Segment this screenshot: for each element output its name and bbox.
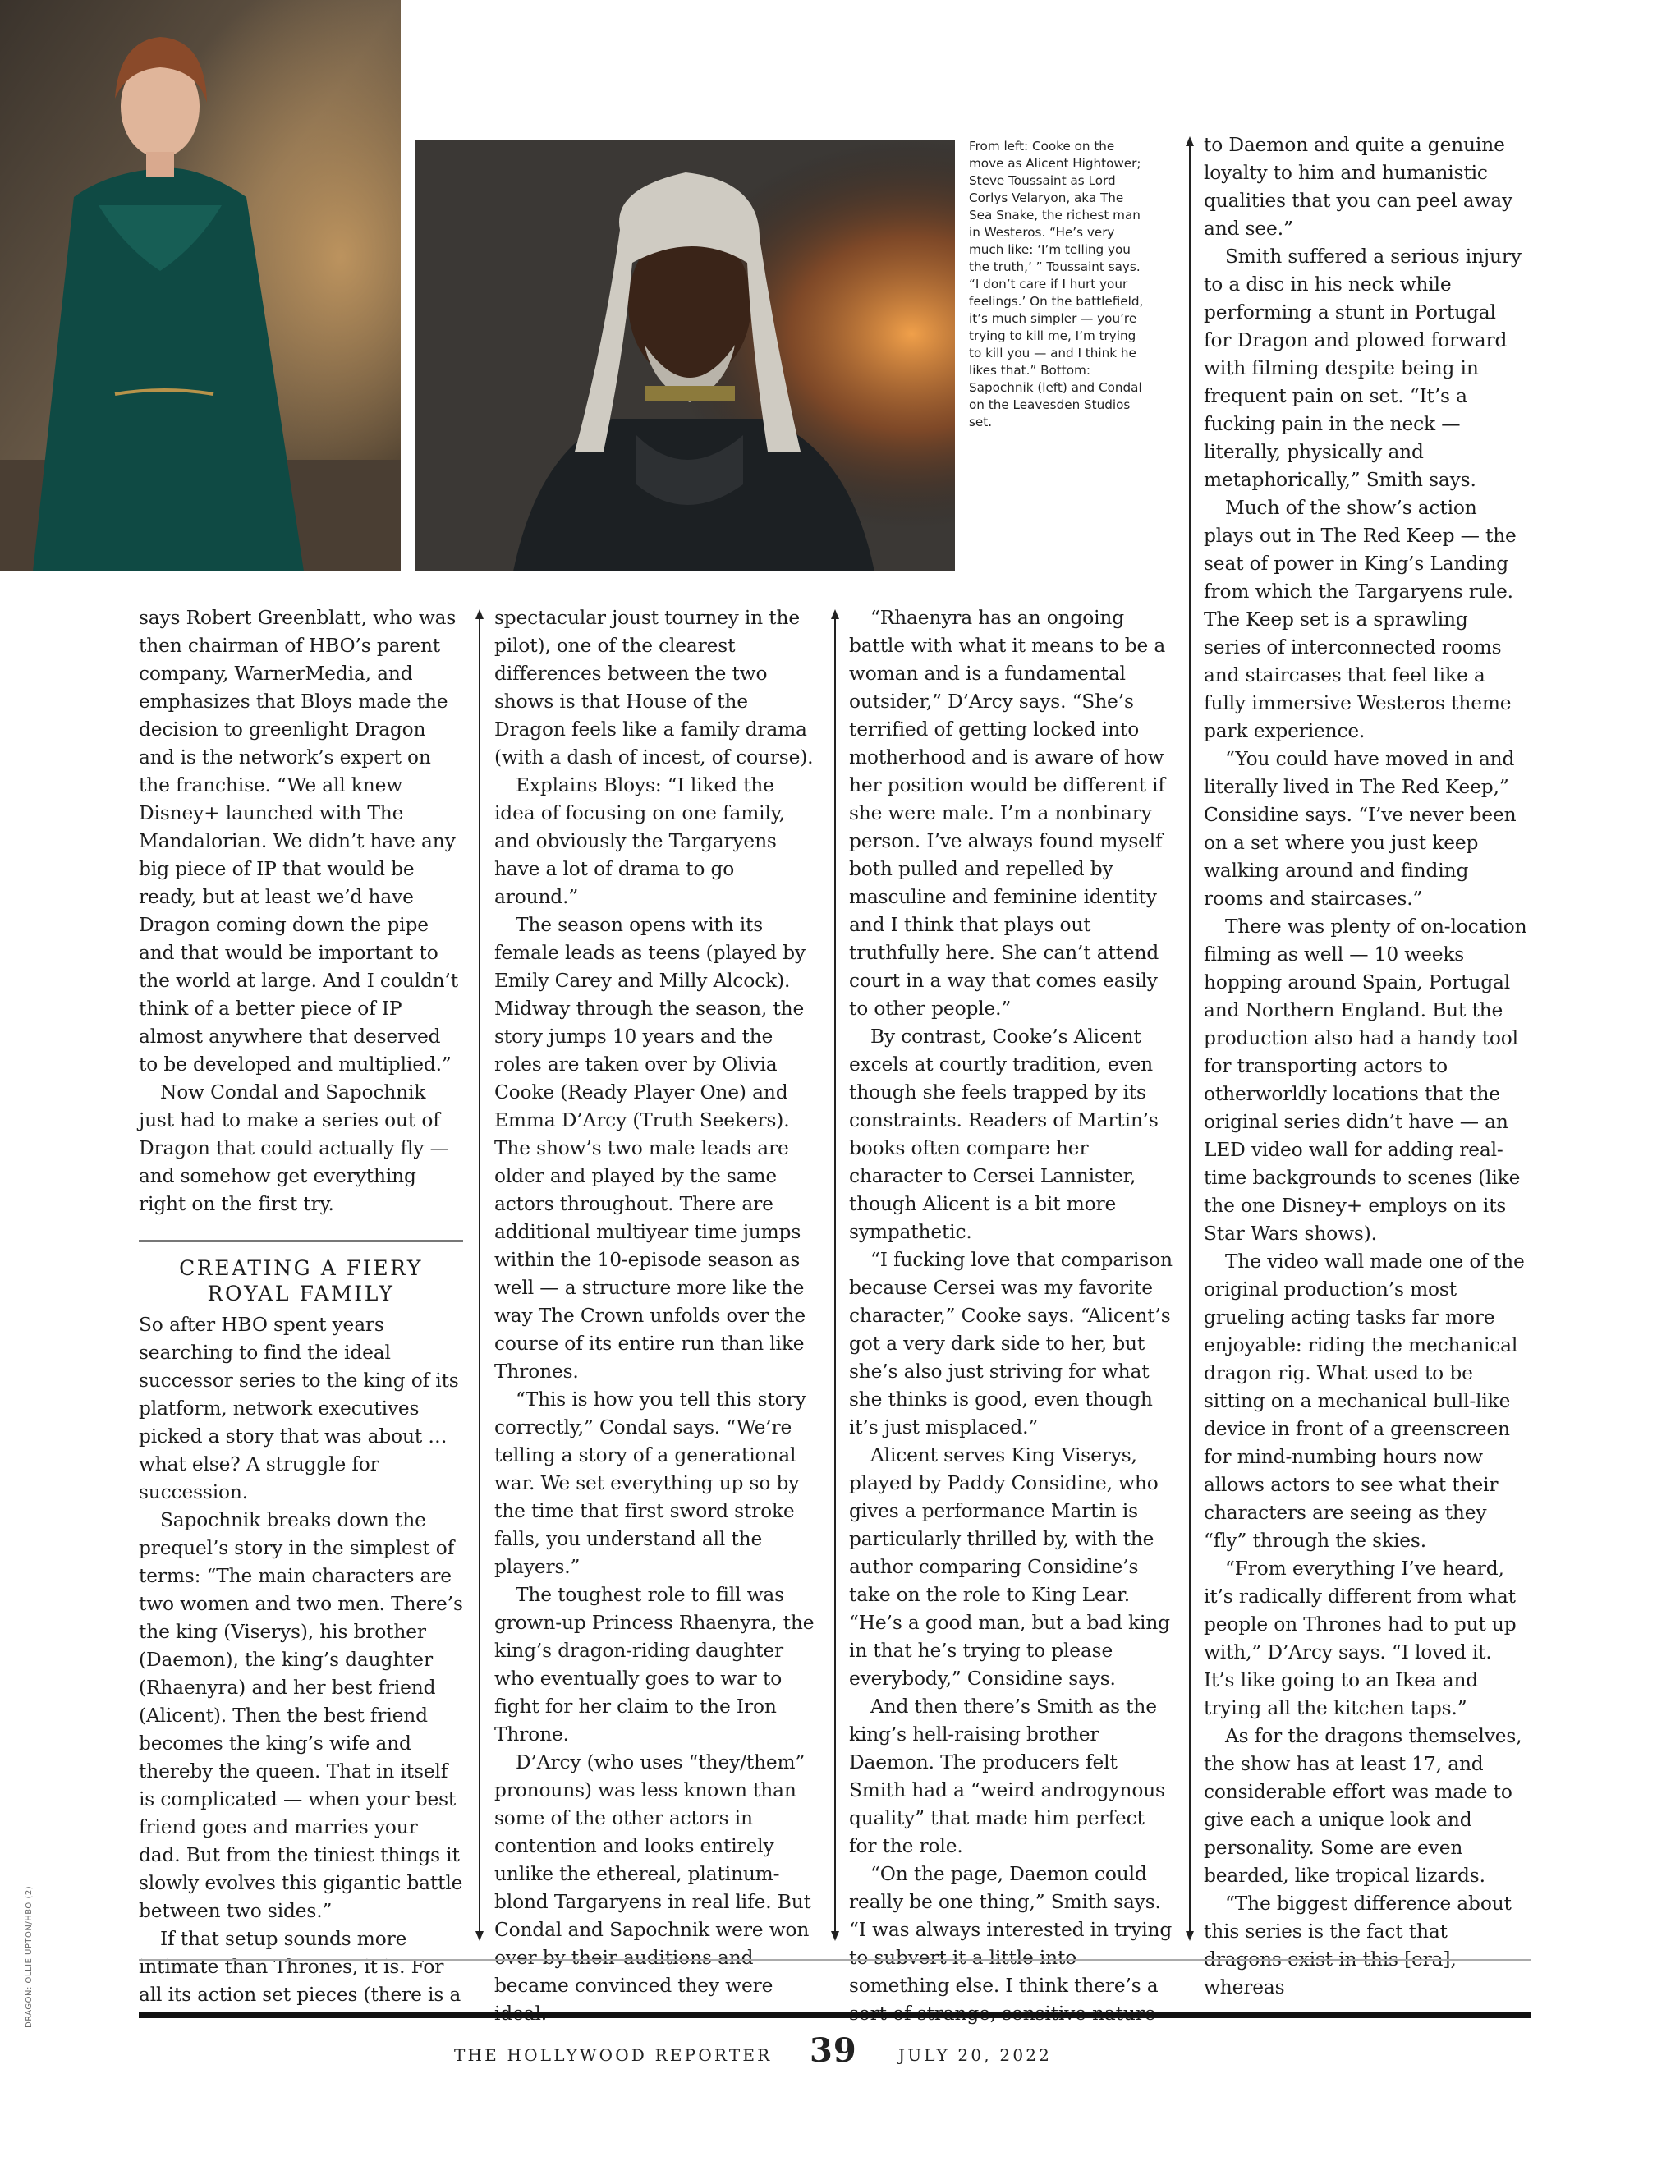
- article-column-4: [1204, 131, 1528, 2002]
- paragraph: There was plenty of on-location filming as well — 10 weeks hopping around Spain, Portugal and Northern England. But the production also had a handy tool for transporting actors to otherworldly locations that the original series didn’t have — an LED video wall for adding real-time backgrounds to scenes (like the one Disney+ employs on its Star Wars shows).: [1204, 915, 1527, 1245]
- column-divider-arrow-icon: [474, 609, 485, 1941]
- section-subhead: CREATING A FIERY ROYAL FAMILY: [179, 1256, 423, 1305]
- paragraph: Explains Bloys: “I liked the idea of focusing on one family, and obviously the Targaryens have a lot of drama to go around.”: [494, 774, 785, 908]
- article-column-1: [139, 604, 463, 2009]
- paragraph: to Daemon and quite a genuine loyalty to him and humanistic qualities that you can peel away and see.”: [1204, 134, 1513, 240]
- photo-corlys-icon: [415, 140, 955, 571]
- column-divider-arrow-icon: [829, 609, 841, 1941]
- page-number: 39: [810, 2031, 857, 2070]
- paragraph: Smith suffered a serious injury to a disc in his neck while performing a stunt in Portugal for Dragon and plowed forward with filming despite being in frequent pain on set. “It’s a fucking pain in the neck — literally, physically and metaphorically,” Smith says.: [1204, 245, 1522, 491]
- paragraph: By contrast, Cooke’s Alicent excels at courtly tradition, even though she feels trapped by its constraints. Readers of Martin’s books often compare her character to Cersei Lannister, though Alicent is a bit more sympathetic.: [849, 1025, 1159, 1243]
- paragraph: “From everything I’ve heard, it’s radically different from what people on Thrones had to put up with,” D’Arcy says. “I loved it. It’s like going to an Ikea and trying all the kitchen taps.”: [1204, 1558, 1517, 1719]
- paragraph: The toughest role to fill was grown-up Princess Rhaenyra, the king’s dragon-riding daughter who eventually goes to war to fight for her claim to the Iron Throne.: [494, 1584, 815, 1746]
- paragraph: And then there’s Smith as the king’s hell-raising brother Daemon. The producers felt Smith had a “weird androgynous quality” that made him perfect for the role.: [849, 1695, 1165, 1857]
- photo-alicent-icon: [0, 0, 401, 571]
- footer-divider: [139, 1959, 1531, 1961]
- column-divider-arrow-icon: [1184, 136, 1196, 1941]
- photo-corlys: [415, 140, 955, 571]
- paragraph: As for the dragons themselves, the show has at least 17, and considerable effort was made to give each a unique look and personality. Some are even bearded, like tropical lizards.: [1204, 1725, 1522, 1887]
- paragraph: Sapochnik breaks down the prequel’s story in the simplest of terms: “The main characters are two women and two men. There’s the king (Viserys), his brother (Daemon), the king’s daughter (Rhaenyra) and her best friend (Alicent). Then the best friend becomes the king’s wife and thereby the queen. That in itself is complicated — when your best friend goes and marries your dad. But from the tiniest things it slowly evolves this gigantic battle between two sides.”: [139, 1509, 463, 1922]
- paragraph: “This is how you tell this story correctly,” Condal says. “We’re telling a story of a generational war. We set everything up so by the time that first sword stroke falls, you understand all the players.”: [494, 1388, 806, 1578]
- paragraph: “The biggest difference about this series is the fact that dragons exist in this [era], whereas: [1204, 1893, 1512, 1998]
- paragraph: says Robert Greenblatt, who was then chairman of HBO’s parent company, WarnerMedia, and emphasizes that Bloys made the decision to greenlight Dragon and is the network’s expert on the franchise. “We all knew Disney+ launched with The Mandalorian. We didn’t have any big piece of IP that would be ready, but at least we’d have Dragon coming down the pipe and that would be important to the world at large. And I couldn’t think of a better piece of IP almost anywhere that deserved to be developed and multiplied.”: [139, 607, 458, 1076]
- photo-caption-text: From left: Cooke on the move as Alicent Hightower; Steve Toussaint as Lord Corlys Velaryon, aka The Sea Snake, the richest man in Westeros. “He’s very much like: ‘I’m telling you the truth,’ ” Toussaint says. “I don’t care if I hurt your feelings.’ On the battlefield, it’s much simpler — you’re trying to kill me, I’m trying to kill you — and I think he likes that.” Bottom: Sapochnik (left) and Condal on the Leavesden Studios set.: [969, 139, 1144, 429]
- photo-credit: DRAGON: OLLIE UPTON/HBO (2): [25, 1885, 34, 2028]
- issue-date: JULY 20, 2022: [898, 2045, 1053, 2065]
- paragraph: Alicent serves King Viserys, played by Paddy Considine, who gives a performance Martin is particularly thrilled by, with the author comparing Considine’s take on the role to King Lear. “He’s a good man, but a bad king in that he’s trying to please everybody,” Considine says.: [849, 1444, 1170, 1690]
- footer-bar: [139, 2012, 1531, 2018]
- publication-name: THE HOLLYWOOD REPORTER: [454, 2045, 773, 2065]
- paragraph: The video wall made one of the original production’s most grueling acting tasks far more enjoyable: riding the mechanical dragon rig. What used to be sitting on a mechanical bull-like device in front of a greenscreen for mind-numbing hours now allows actors to see what their characters are seeing as they “fly” through the skies.: [1204, 1250, 1525, 1552]
- paragraph: Now Condal and Sapochnik just had to make a series out of Dragon that could actually fly — and somehow get everything right on the first try.: [139, 1081, 449, 1215]
- paragraph: D’Arcy (who uses “they/them” pronouns) was less known than some of the other actors in contention and looks entirely unlike the ethereal, platinum-blond Targaryens in real life. But Condal and Sapochnik were won over by their auditions and became convinced they were: [494, 1751, 811, 1997]
- photo-caption: [969, 138, 1145, 431]
- paragraph: “I fucking love that comparison because Cersei was my favorite character,” Cooke says. “Alicent’s got a very dark side to her, but she’s also just striving for what she thinks is good, even though it’s just misplaced.”: [849, 1249, 1173, 1438]
- paragraph: The season opens with its female leads as teens (played by Emily Carey and Milly Alcock). Midway through the season, the story jumps 10 years and the roles are taken over by Olivia Cooke (Ready Player One) and Emma D’Arcy (Truth Seekers). The show’s two male leads are older and played by the same actors throughout. There are additional multiyear time jumps within the 10-episode season as well — a structure more like the way The Crown unfolds over the course of its entire run than like Thrones.: [494, 914, 806, 1383]
- photo-alicent: [0, 0, 401, 571]
- section-divider: [139, 1240, 463, 1242]
- article-column-2: [494, 604, 819, 2028]
- paragraph: spectacular joust tourney in the pilot), one of the clearest differences between the two shows is that House of the Dragon feels like a family drama (with a dash of incest, of course).: [494, 607, 814, 769]
- paragraph: “You could have moved in and literally lived in The Red Keep,” Considine says. “I’ve never been on a set where you just keep walking around and finding rooms and staircases.”: [1204, 748, 1517, 910]
- paragraph: “Rhaenyra has an ongoing battle with what it means to be a woman and is a fundamental outsider,” D’Arcy says. “She’s terrified of getting locked into motherhood and is aware of how her position would be different if she were male. I’m a nonbinary person. I’ve always found myself both pulled and repelled by masculine and feminine identity and I think that plays out truthfully here. She can’t attend court in a way that comes easily to other people.”: [849, 607, 1166, 1020]
- article-column-3: [849, 604, 1173, 2028]
- paragraph: “On the page, Daemon could really be one thing,” Smith says. “I was always interested in trying to subvert it a little into something else. I think there’s a: [849, 1863, 1173, 1997]
- paragraph: Much of the show’s action plays out in The Red Keep — the seat of power in King’s Landing from which the Targaryens rule. The Keep set is a sprawling series of interconnected rooms and staircases that feel like a fully immersive Westeros theme park experience.: [1204, 497, 1517, 742]
- paragraph: So after HBO spent years searching to find the ideal successor series to the king of its platform, network executives picked a story that was about … what else? A struggle for succession.: [139, 1314, 459, 1503]
- paragraph: If that setup sounds more intimate than Thrones, it is. For all its action set pieces (there is a: [139, 1928, 461, 2006]
